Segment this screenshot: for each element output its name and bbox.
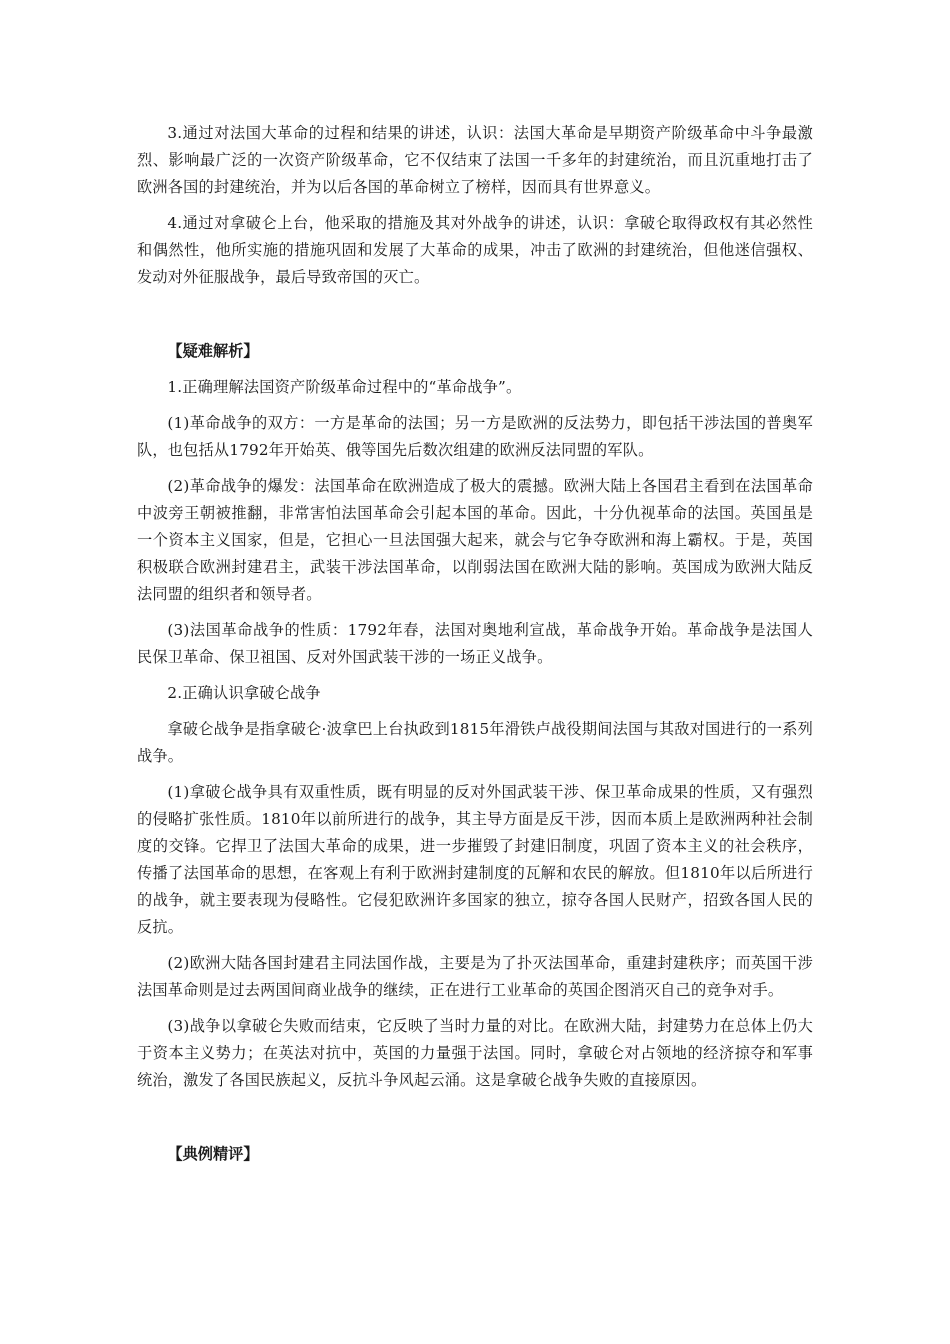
objective-paragraph-4: 4.通过对拿破仑上台，他采取的措施及其对外战争的讲述，认识：拿破仑取得政权有其必然性和偶然性，他所实施的措施巩固和发展了大革命的成果，冲击了欧洲的封建统治，但他迷信强权、发动对外征服战争，最后导致帝国的灭亡。 bbox=[137, 214, 813, 286]
document-page bbox=[137, 120, 813, 1177]
difficulty-item-1-part-1: (1)革命战争的双方：一方是革命的法国；另一方是欧洲的反法势力，即包括干涉法国的普奥军队，也包括从1792年开始英、俄等国先后数次组建的欧洲反法同盟的军队。 bbox=[137, 414, 813, 459]
section-spacer bbox=[137, 1103, 813, 1141]
difficulty-heading: 【疑难解析】 bbox=[167, 342, 259, 360]
examples-heading: 【典例精评】 bbox=[167, 1145, 259, 1163]
difficulty-item-2-title: 2.正确认识拿破仑战争 bbox=[167, 684, 321, 702]
difficulty-item-2-part-1: (1)拿破仑战争具有双重性质，既有明显的反对外国武装干涉、保卫革命成果的性质，又有强烈的侵略扩张性质。1810年以前所进行的战争，其主导方面是反干涉，因而本质上是欧洲两种社会制度的交锋。它捍卫了法国大革命的成果，进一步摧毁了封建旧制度，巩固了资本主义的社会秩序，传播了法国革命的思想，在客观上有利于欧洲封建制度的瓦解和农民的解放。但1810年以后所进行的战争，就主要表现为侵略性。它侵犯欧洲许多国家的独立，掠夺各国人民财产，招致各国人民的反抗。 bbox=[137, 783, 813, 936]
difficulty-item-2-part-2: (2)欧洲大陆各国封建君主同法国作战，主要是为了扑灭法国革命，重建封建秩序；而英国干涉法国革命则是过去两国间商业战争的继续，正在进行工业革命的英国企图消灭自己的竞争对手。 bbox=[137, 954, 813, 999]
difficulty-item-1-part-2: (2)革命战争的爆发：法国革命在欧洲造成了极大的震撼。欧洲大陆上各国君主看到在法国革命中波旁王朝被推翻，非常害怕法国革命会引起本国的革命。因此，十分仇视革命的法国。英国虽是一个资本主义国家，但是，它担心一旦法国强大起来，就会与它争夺欧洲和海上霸权。于是，英国积极联合欧洲封建君主，武装干涉法国革命，以削弱法国在欧洲大陆的影响。英国成为欧洲大陆反法同盟的组织者和领导者。 bbox=[137, 477, 813, 603]
section-spacer bbox=[137, 300, 813, 338]
difficulty-item-2-intro: 拿破仑战争是指拿破仑·波拿巴上台执政到1815年滑铁卢战役期间法国与其敌对国进行的一系列战争。 bbox=[137, 720, 813, 765]
objective-paragraph-3: 3.通过对法国大革命的过程和结果的讲述，认识：法国大革命是早期资产阶级革命中斗争最激烈、影响最广泛的一次资产阶级革命，它不仅结束了法国一千多年的封建统治，而且沉重地打击了欧洲各国的封建统治，并为以后各国的革命树立了榜样，因而具有世界意义。 bbox=[137, 124, 813, 196]
difficulty-item-2-part-3: (3)战争以拿破仑失败而结束，它反映了当时力量的对比。在欧洲大陆，封建势力在总体上仍大于资本主义势力；在英法对抗中，英国的力量强于法国。同时，拿破仑对占领地的经济掠夺和军事统治，激发了各国民族起义，反抗斗争风起云涌。这是拿破仑战争失败的直接原因。 bbox=[137, 1017, 813, 1089]
difficulty-item-1-part-3: (3)法国革命战争的性质：1792年春，法国对奥地利宣战，革命战争开始。革命战争是法国人民保卫革命、保卫祖国、反对外国武装干涉的一场正义战争。 bbox=[137, 621, 813, 666]
difficulty-item-1-title: 1.正确理解法国资产阶级革命过程中的“革命战争”。 bbox=[167, 378, 522, 396]
